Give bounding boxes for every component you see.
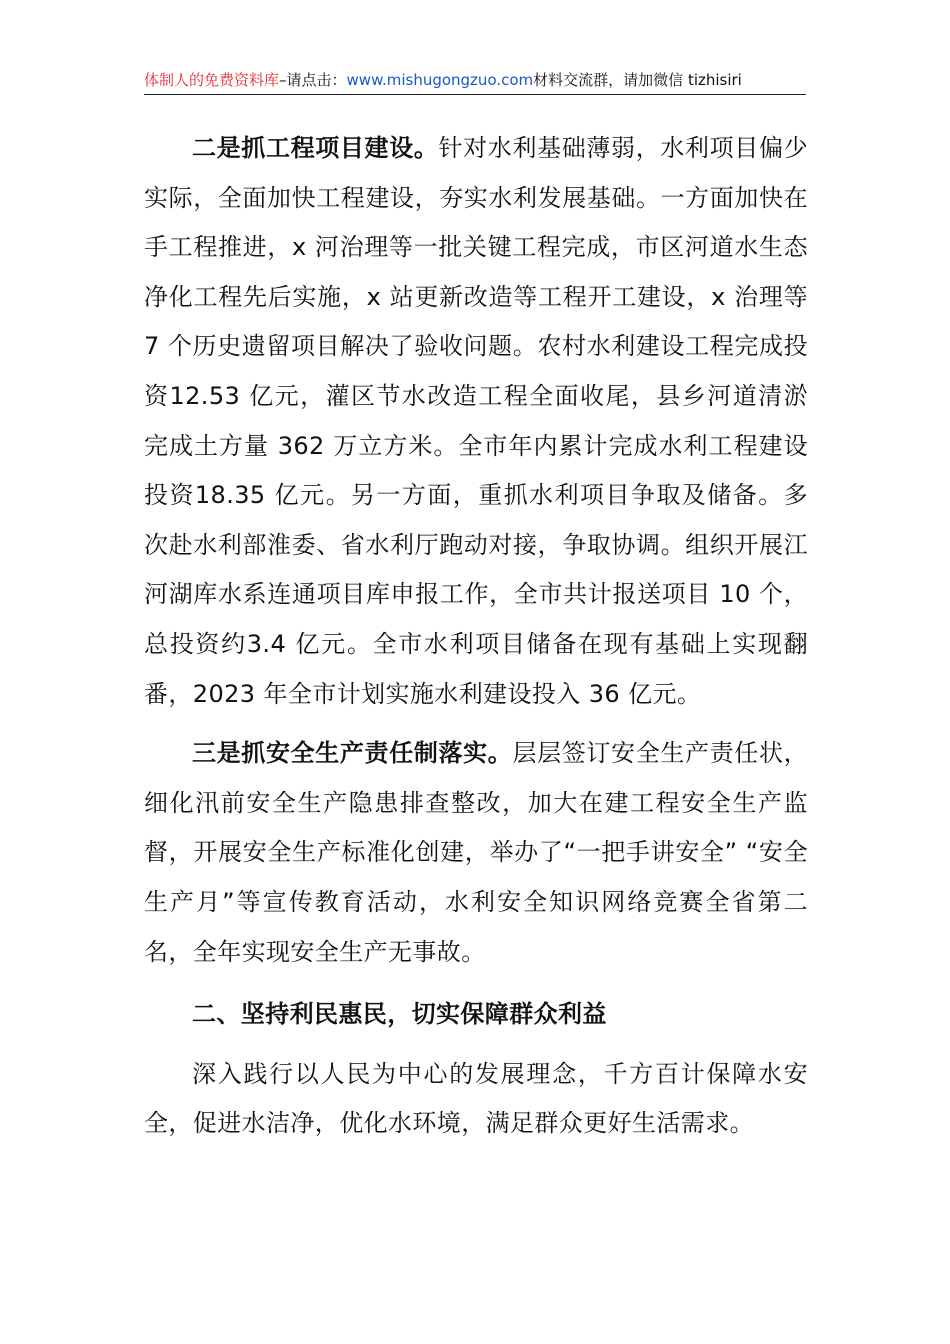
section-heading: 二、坚持利民惠民，切实保障群众利益 (192, 1000, 607, 1029)
paragraph-safety-responsibility (144, 729, 808, 977)
document-body (144, 124, 808, 1149)
paragraph-project-construction (144, 124, 808, 719)
page-header (144, 66, 806, 95)
header-brand: 体制人的免费资料库 (144, 71, 280, 89)
paragraph-lead: 三是抓安全生产责任制落实。 (192, 739, 513, 768)
header-link[interactable]: www.mishugongzuo.com (346, 71, 534, 89)
paragraph-text: 层层签订安全生产责任状，细化汛前安全生产隐患排查整改，加大在建工程安全生产监督，开展安全生产标准化创建，举办了“一把手讲安全” “安全生产月”等宣传教育活动，水利安全知识网络竞赛全省第二名，全年实现安全生产无事故。 (144, 739, 808, 966)
paragraph-text: 针对水利基础薄弱，水利项目偏少实际，全面加快工程建设，夯实水利发展基础。一方面加快在手工程推进，x 河治理等一批关键工程完成，市区河道水生态净化工程先后实施，x 站更新改造等工程开工建设，x 治理等 7 个历史遗留项目解决了验收问题。农村水利建设工程完成投资12.53 亿元，灌区节水改造工程全面收尾，县乡河道清淤完成土方量 362 万立方米。全市年内累计完成水利工程建设投资18.35 亿元。另一方面，重抓水利项目争取及储备。多次赴水利部淮委、省水利厅跑动对接，争取协调。组织开展江河湖库水系连通项目库申报工作，全市共计报送项目 10 个，总投资约3.4 亿元。全市水利项目储备在现有基础上实现翻番，2023 年全市计划实施水利建设投入 36 亿元。 (144, 134, 808, 708)
paragraph-lead: 二是抓工程项目建设。 (192, 134, 439, 162)
paragraph-section-intro (144, 1050, 808, 1149)
paragraph-text: 深入践行以人民为中心的发展理念，千方百计保障水安全，促进水洁净，优化水环境，满足群众更好生活需求。 (144, 1059, 808, 1138)
header-prompt: –请点击： (279, 71, 347, 89)
header-contact: 材料交流群，请加微信 tizhisiri (533, 71, 742, 89)
